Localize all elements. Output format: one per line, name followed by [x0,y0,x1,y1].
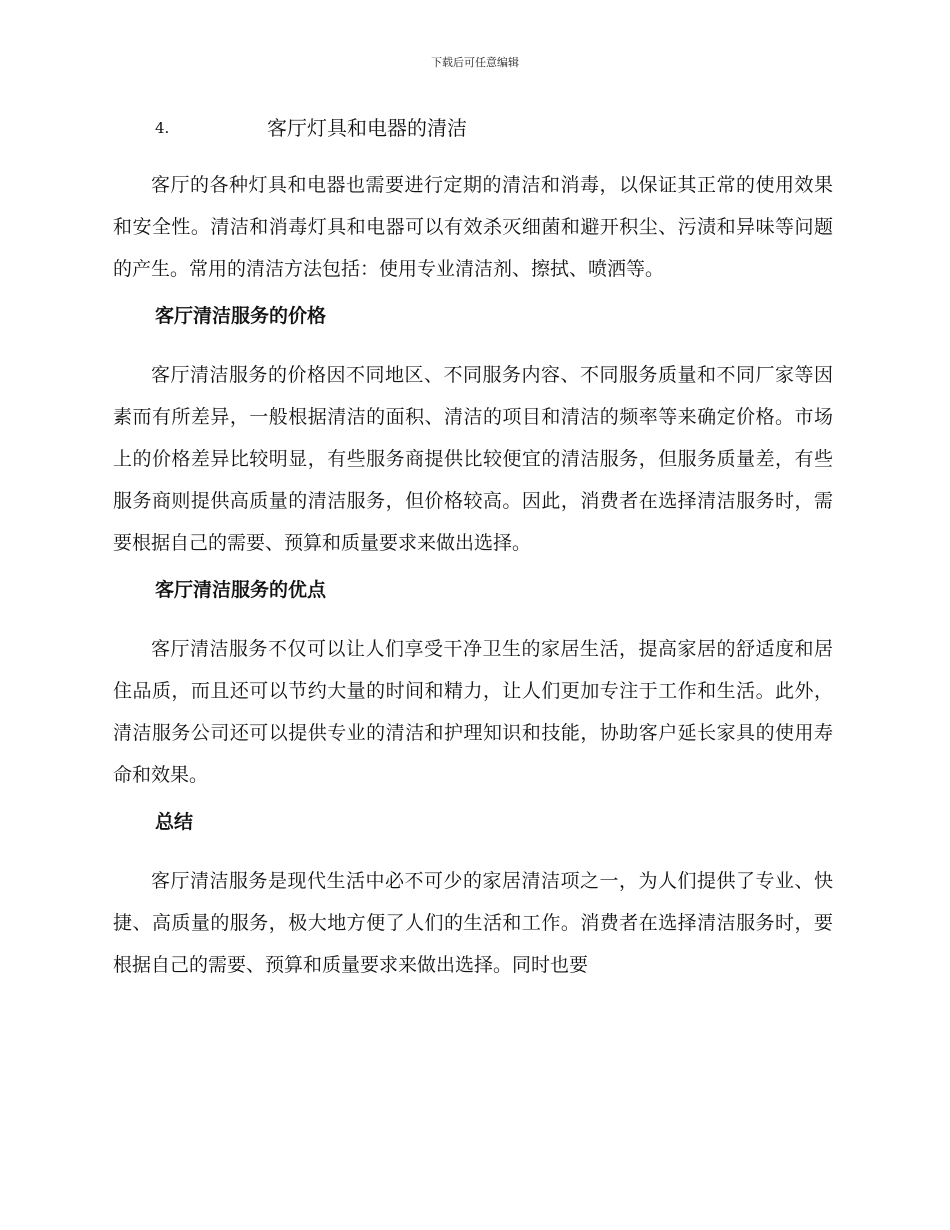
document-body [113,112,833,996]
paragraph-lighting-cleaning: 客厅的各种灯具和电器也需要进行定期的清洁和消毒，以保证其正常的使用效果和安全性。清洁和消毒灯具和电器可以有效杀灭细菌和避开积尘、污渍和异味等问题的产生。常用的清洁方法包括：使用专业清洁剂、擦拭、喷洒等。 [113,174,833,280]
list-item-title: 客厅灯具和电器的清洁 [267,116,467,140]
page-header-note: 下载后可任意编辑 [431,56,519,69]
paragraph-summary: 客厅清洁服务是现代生活中必不可少的家居清洁项之一，为人们提供了专业、快捷、高质量的服务，极大地方便了人们的生活和工作。消费者在选择清洁服务时，要根据自己的需要、预算和质量要求来做出选择。同时也要 [113,870,833,976]
section-heading-summary: 总结 [155,811,194,833]
paragraph-price: 客厅清洁服务的价格因不同地区、不同服务内容、不同服务质量和不同厂家等因素而有所差异，一般根据清洁的面积、清洁的项目和清洁的频率等来确定价格。市场上的价格差异比较明显，有些服务商提供比较便宜的清洁服务，但服务质量差，有些服务商则提供高质量的清洁服务，但价格较高。因此，消费者在选择清洁服务时，需要根据自己的需要、预算和质量要求来做出选择。 [113,364,833,554]
list-item-number: 4. [155,119,170,137]
list-item-heading [113,112,833,144]
section-heading-advantages: 客厅清洁服务的优点 [155,579,327,601]
paragraph-advantages: 客厅清洁服务不仅可以让人们享受干净卫生的家居生活，提高家居的舒适度和居住品质，而且还可以节约大量的时间和精力，让人们更加专注于工作和生活。此外，清洁服务公司还可以提供专业的清洁和护理知识和技能，协助客户延长家具的使用寿命和效果。 [113,638,833,786]
section-heading-price: 客厅清洁服务的价格 [155,305,327,327]
